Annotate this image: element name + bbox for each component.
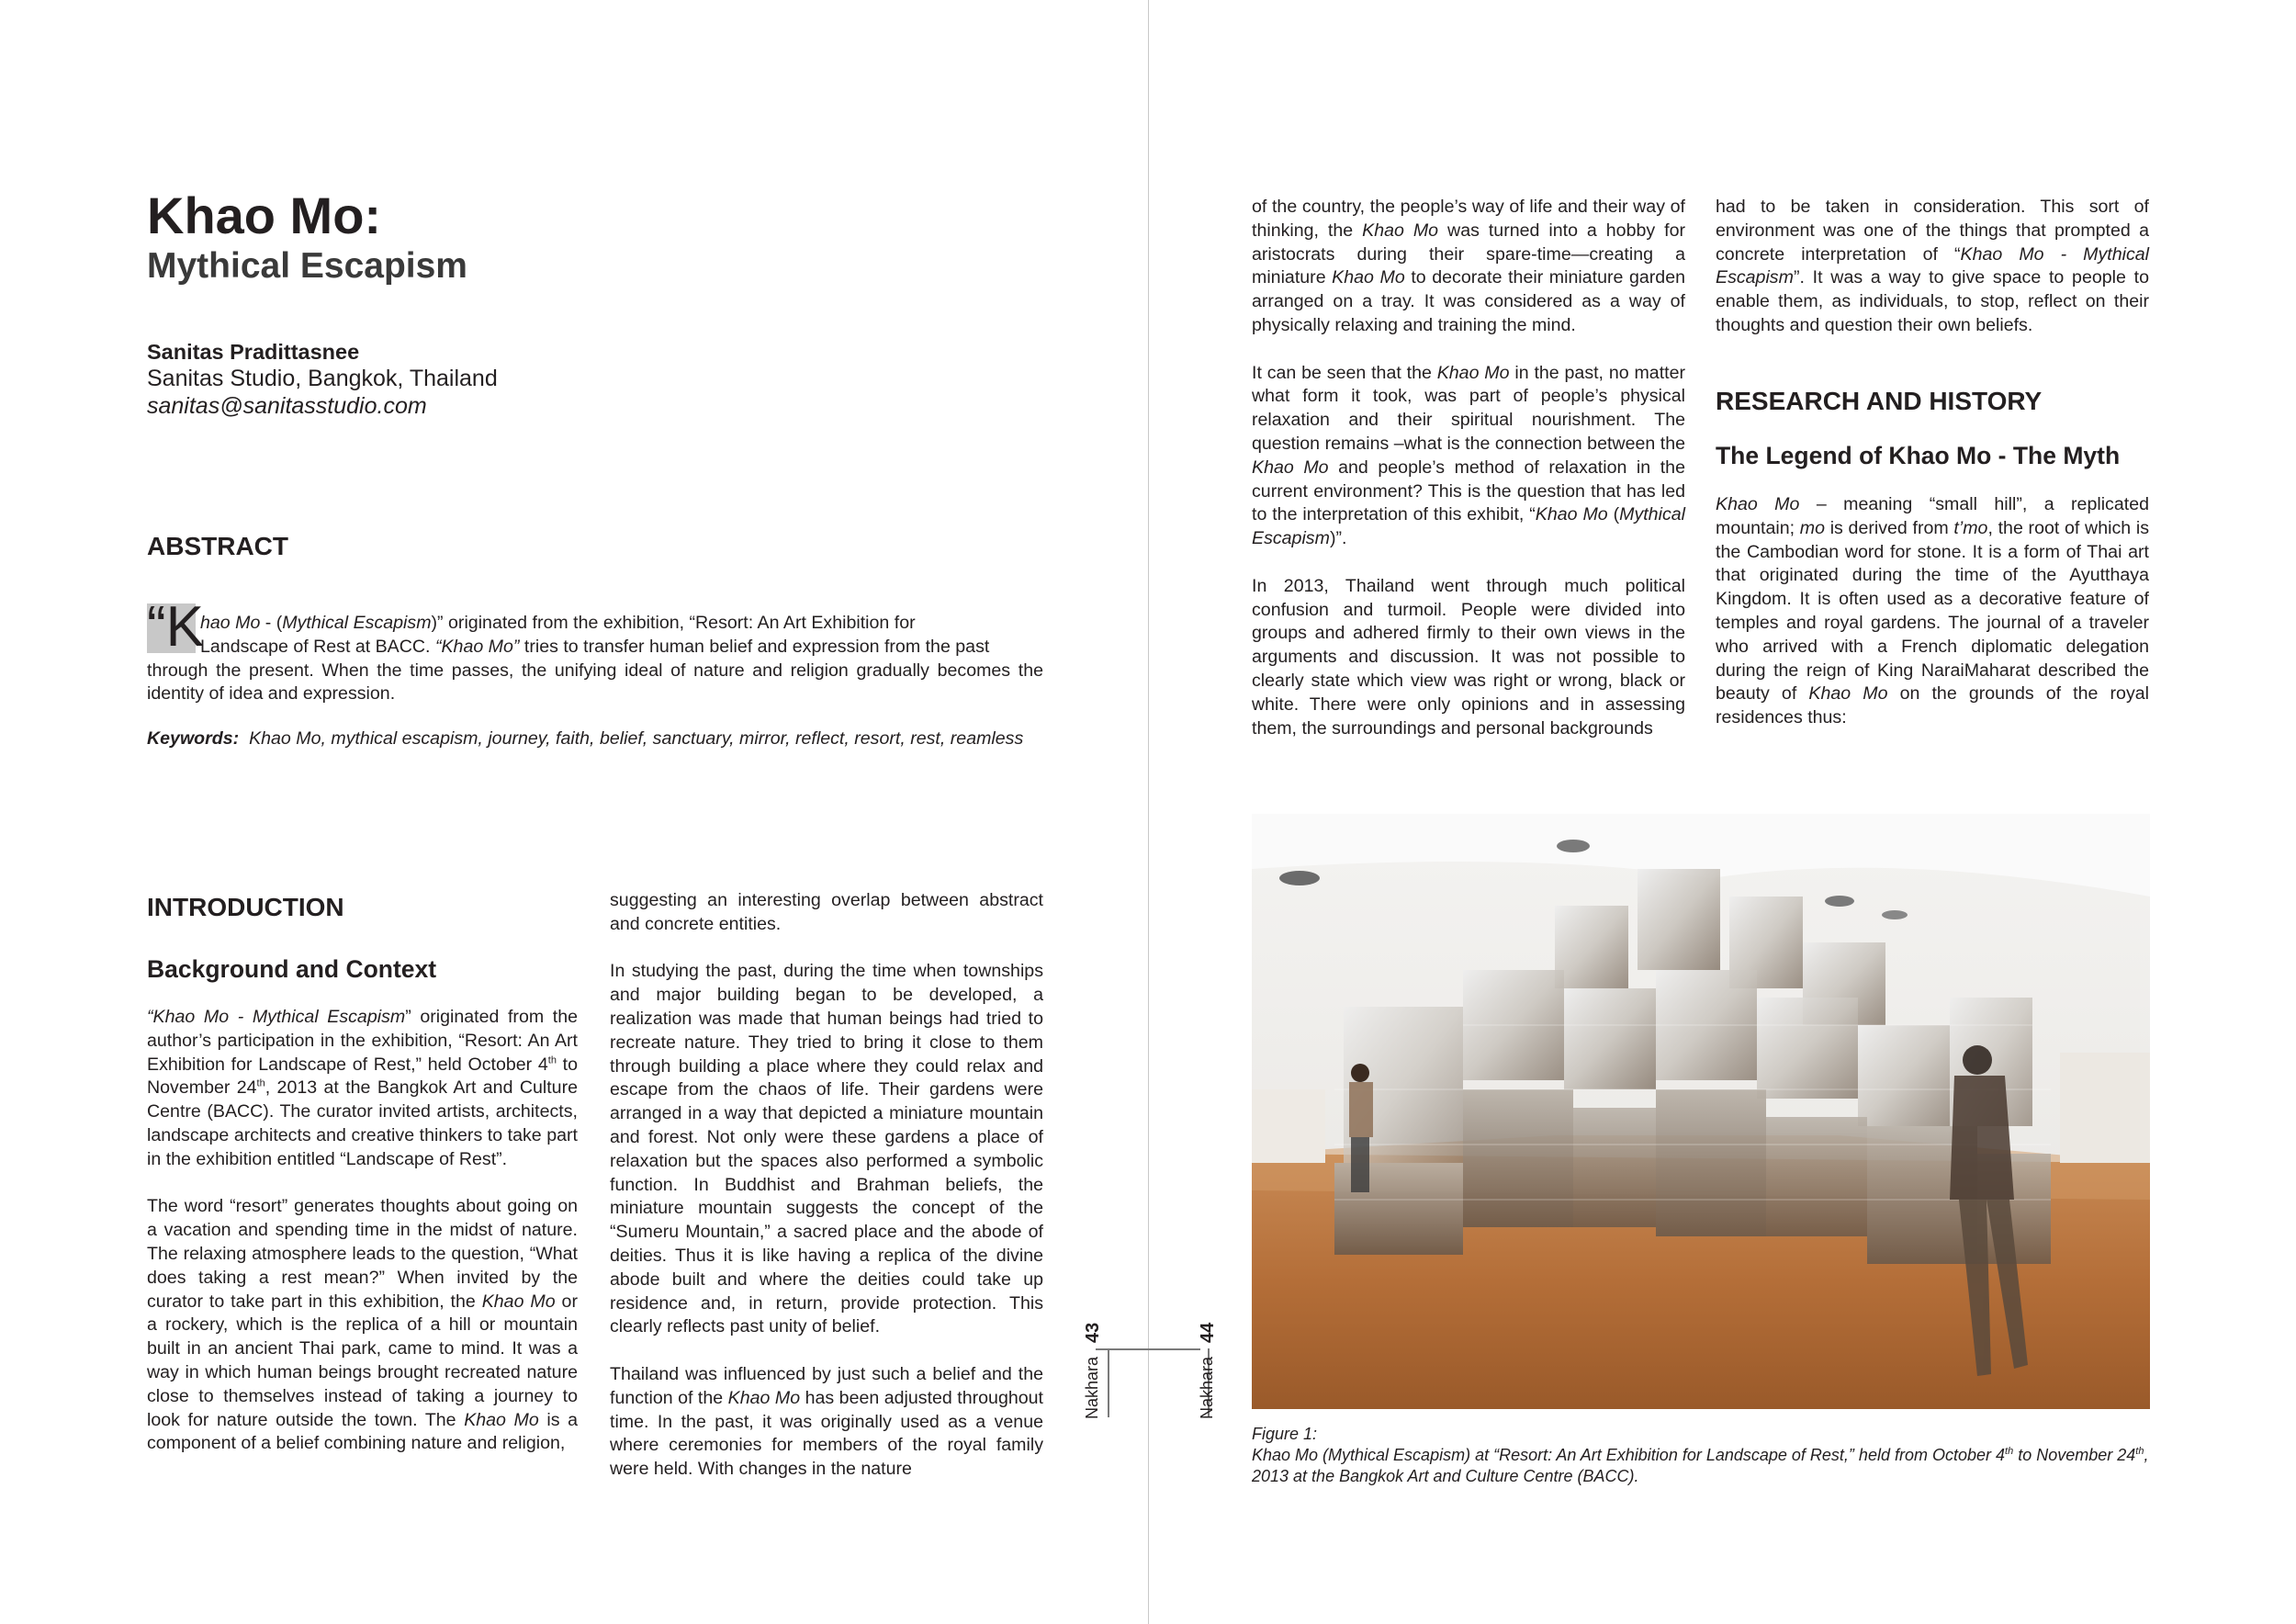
- right-column-2: [1716, 196, 2149, 338]
- intro-paragraph-9: had to be taken in consideration. This sort of environment was one of the things that prompted a concrete interpretation of “Khao Mo - Mythical Escapism”. It was a way to give space to people to enable them, as individuals, to stop, reflect on their thoughts and question their own beliefs.: [1716, 197, 2149, 335]
- figure-label: Figure 1:: [1252, 1425, 1318, 1443]
- intro-paragraph-1: “Khao Mo - Mythical Escapism” originated from the author’s participation in the exhibition, “Resort: An Art Exhibition for Landscape of Rest,” held October 4th to November 24th, 2013 at the Bangkok Art and Culture Centre (BACC). The curator invited artists, architects, landscape architects and creative thinkers to take part in the exhibition entitled “Landscape of Rest”.: [147, 1007, 578, 1169]
- article-subtitle: Mythical Escapism: [147, 246, 467, 286]
- author-email: sanitas@sanitasstudio.com: [147, 393, 427, 419]
- left-folio: [1083, 1323, 1104, 1343]
- abstract-text: hao Mo - (Mythical Escapism)” originated from the exhibition, “Resort: An Art Exhibition for Landscape of Rest at BACC. “Khao Mo” tries to transfer human belief and expression from the past through the present. When the time passes, the unifying ideal of nature and religion gradually becomes the identity of idea and expression.: [147, 613, 1043, 705]
- figure-caption: [1252, 1424, 2150, 1487]
- figure-caption-text: Khao Mo (Mythical Escapism) at “Resort: An Art Exhibition for Landscape of Rest,” held from October 4th to November 24th, 2013 at the Bangkok Art and Culture Centre (BACC).: [1252, 1446, 2149, 1485]
- intro-column-2: [610, 889, 1043, 1482]
- author-affiliation: Sanitas Studio, Bangkok, Thailand: [147, 366, 498, 391]
- left-journal-folio: [1083, 1357, 1102, 1419]
- author-name: Sanitas Pradittasnee: [147, 340, 360, 364]
- right-page-number: 44: [1198, 1322, 1218, 1343]
- page-divider: [1148, 0, 1149, 1624]
- left-journal-name: Nakhara: [1083, 1356, 1101, 1419]
- article-title: Khao Mo:: [147, 186, 382, 244]
- exhibition-photo: [1252, 814, 2150, 1409]
- abstract-dropcap: “K: [147, 595, 204, 659]
- keywords-label: Keywords:: [147, 728, 240, 749]
- right-journal-folio: [1198, 1357, 1217, 1419]
- intro-column-1: [147, 1006, 578, 1456]
- intro-paragraph-5: Thailand was influenced by just such a belief and the function of the Khao Mo has been adjusted throughout time. In the past, it was originally used as a venue where ceremonies for members of the royal family were held. With changes in the nature: [610, 1363, 1043, 1480]
- abstract-heading: ABSTRACT: [147, 532, 288, 560]
- intro-paragraph-7: It can be seen that the Khao Mo in the past, no matter what form it took, was part of people’s physical relaxation and their spiritual nourishment. The question remains –what is the connection between the Khao Mo and people’s method of relaxation in the current environment? This is the question that has led to the interpretation of this exhibit, “Khao Mo (Mythical Escapism)”.: [1252, 362, 1685, 549]
- right-column-1: [1252, 196, 1685, 740]
- abstract-rest: Landscape of Rest at BACC. “Khao Mo” tries to transfer human belief and expression from the past: [200, 636, 990, 657]
- research-paragraph-1: Khao Mo – meaning “small hill”, a replicated mountain; mo is derived from t’mo, the root of which is the Cambodian word for stone. It is a form of Thai art that originated during the time of the Ayutthaya Kingdom. It is often used as a decorative feature of temples and royal gardens. The journal of a traveler who arrived with a French diplomatic delegation during the reign of King NaraiMaharat described the beauty of Khao Mo on the grounds of the royal residences thus:: [1716, 494, 2149, 728]
- intro-paragraph-4: In studying the past, during the time when townships and major building began to be developed, a realization was made that human beings had tried to recreate nature. They tried to bring it close to them through building a place where they could relax and escape from the chaos of life. Their gardens were arranged in a way that depicted a miniature mountain and forest. Not only were these gardens a place of relaxation but the spaces also performed a symbolic function. In Buddhist and Brahman beliefs, the miniature mountain suggests the concept of the “Sumeru Mountain,” a sacred place and the abode of deities. Thus it is like having a replica of the divine abode built and where the deities could take up residence and, in return, provide protection. This clearly reflects past unity of belief.: [610, 961, 1043, 1337]
- legend-subheading: The Legend of Khao Mo - The Myth: [1716, 442, 2121, 469]
- research-heading: RESEARCH AND HISTORY: [1716, 387, 2043, 415]
- folio-divider: [1096, 1348, 1200, 1350]
- intro-paragraph-8: In 2013, Thailand went through much political confusion and turmoil. People were divided into groups and adhered firmly to their own views in the arguments and discussion. It was not possible to clearly state which view was right or wrong, black or white. There were only opinions and in assessing them, the surroundings and personal backgrounds: [1252, 575, 1685, 739]
- intro-paragraph-2: The word “resort” generates thoughts about going on a vacation and spending time in the midst of nature. The relaxing atmosphere leads to the question, “What does taking a rest mean?” When invited by the curator to take part in this exhibition, the Khao Mo or a rockery, which is the replica of a hill or mountain built in an ancient Thai park, came to mind. It was a way in which human beings brought recreated nature close to themselves instead of taking a journey to look for nature outside the town. The Khao Mo is a component of a belief combining nature and religion,: [147, 1196, 578, 1454]
- keywords-list: Khao Mo, mythical escapism, journey, faith, belief, sanctuary, mirror, reflect, resort, rest, reamless: [249, 728, 1024, 749]
- left-page-number: 43: [1083, 1322, 1103, 1343]
- intro-paragraph-3: suggesting an interesting overlap between abstract and concrete entities.: [610, 890, 1043, 934]
- introduction-heading: INTRODUCTION: [147, 893, 344, 921]
- intro-paragraph-6: of the country, the people’s way of life and their way of thinking, the Khao Mo was turned into a hobby for aristocrats during their spare-time—creating a miniature Khao Mo to decorate their miniature garden arranged on a tray. It was considered as a way of physically relaxing and training the mind.: [1252, 197, 1685, 335]
- right-journal-name: Nakhara: [1198, 1356, 1216, 1419]
- right-folio: [1198, 1323, 1219, 1343]
- abstract-first-line: hao Mo - (Mythical Escapism)” originated from the exhibition, “Resort: An Art Exhibition for: [200, 613, 916, 633]
- keywords: [147, 727, 1043, 751]
- background-subheading: Background and Context: [147, 955, 437, 983]
- folio-divider-left: [1108, 1348, 1109, 1417]
